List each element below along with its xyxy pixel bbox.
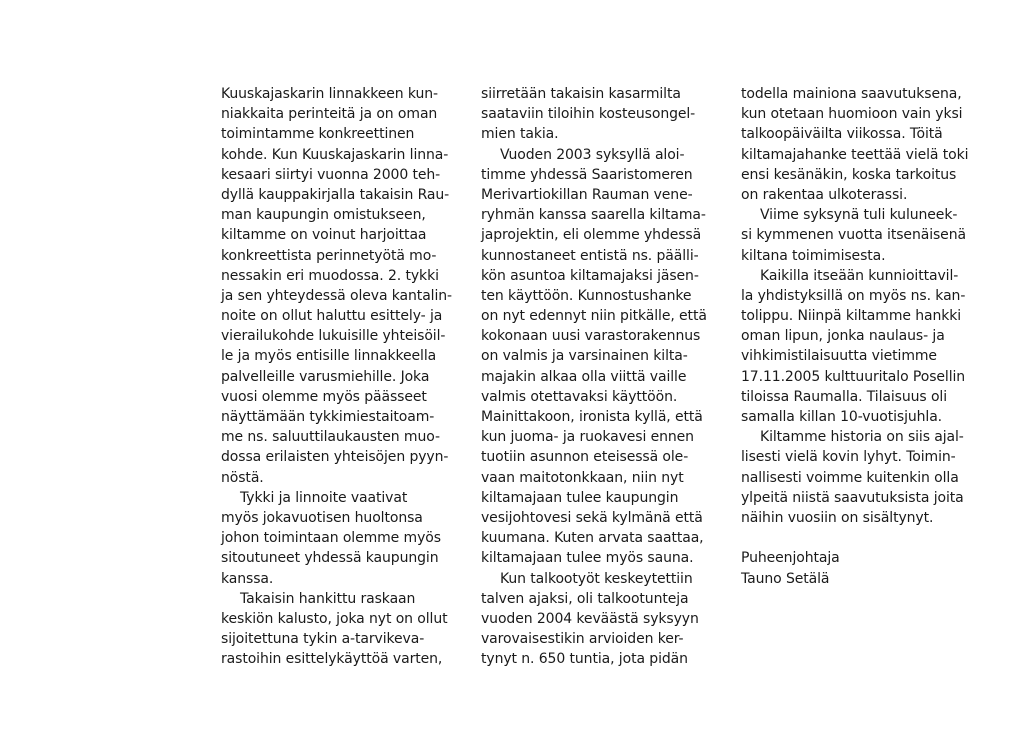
text-line: ensi kesänäkin, koska tarkoitus bbox=[741, 166, 957, 183]
text-line: Kun talkootyöt keskeytettiin bbox=[500, 570, 693, 587]
text-line: Kuuskajaskarin linnakkeen kun- bbox=[221, 86, 438, 102]
text-line: samalla killan 10-vuotisjuhla. bbox=[741, 409, 943, 425]
text-line: kokonaan uusi varastorakennus bbox=[481, 328, 701, 345]
text-line: Mainittakoon, ironista kyllä, että bbox=[481, 409, 703, 425]
text-line: Puheenjohtaja bbox=[741, 550, 840, 567]
text-line: le ja myös entisille linnakkeella bbox=[221, 348, 437, 365]
text-line: nöstä. bbox=[221, 469, 264, 486]
text-line: japrojektin, eli olemme yhdessä bbox=[481, 227, 702, 244]
text-line: myös jokavuotisen huoltonsa bbox=[221, 509, 423, 526]
text-line: kiltana toimimisesta. bbox=[741, 247, 886, 264]
text-line: on rakentaa ulkoterassi. bbox=[741, 186, 908, 203]
text-line: la yhdistyksillä on myös ns. kan- bbox=[741, 287, 966, 304]
text-line: ten käyttöön. Kunnostushanke bbox=[481, 287, 692, 304]
text-line: ryhmän kanssa saarella kiltama- bbox=[481, 207, 706, 224]
text-column-2 bbox=[481, 84, 731, 669]
text-line: Takaisin hankittu raskaan bbox=[240, 590, 416, 607]
text-line: kiltamme on voinut harjoittaa bbox=[221, 227, 427, 244]
text-line: kesaari siirtyi vuonna 2000 teh- bbox=[221, 166, 441, 183]
text-line: Tauno Setälä bbox=[741, 570, 830, 587]
text-line: tiloissa Raumalla. Tilaisuus oli bbox=[741, 388, 947, 405]
text-line: kohde. Kun Kuuskajaskarin linna- bbox=[221, 146, 449, 163]
text-line: kun otetaan huomioon vain yksi bbox=[741, 106, 963, 123]
text-line: oman lipun, jonka naulaus- ja bbox=[741, 328, 945, 345]
text-line: vihkimistilaisuutta vietimme bbox=[741, 348, 937, 365]
text-column-1 bbox=[221, 84, 471, 669]
text-line: vuoden 2004 keväästä syksyyn bbox=[481, 610, 699, 627]
text-line: nessakin eri muodossa. 2. tykki bbox=[221, 267, 439, 284]
text-line: on valmis ja varsinainen kilta- bbox=[481, 348, 688, 365]
text-line: Merivartiokillan Rauman vene- bbox=[481, 186, 693, 203]
text-line: Tykki ja linnoite vaativat bbox=[240, 489, 408, 506]
text-line: dossa erilaisten yhteisöjen pyyn- bbox=[221, 449, 449, 466]
text-line: me ns. saluuttilaukausten muo- bbox=[221, 429, 440, 446]
text-line: timme yhdessä Saaristomeren bbox=[481, 166, 693, 183]
text-line: mien takia. bbox=[481, 126, 559, 143]
text-line: kuumana. Kuten arvata saattaa, bbox=[481, 530, 704, 547]
text-line: ylpeitä niistä saavutuksista joita bbox=[741, 489, 964, 506]
text-line: nallisesti voimme kuitenkin olla bbox=[741, 469, 959, 486]
text-line: Vuoden 2003 syksyllä aloi- bbox=[500, 146, 685, 163]
text-line: kön asuntoa kiltamajaksi jäsen- bbox=[481, 267, 699, 284]
text-line: todella mainiona saavutuksena, bbox=[741, 86, 962, 102]
text-line: kunnostaneet entistä ns. päälli- bbox=[481, 247, 699, 264]
text-line: kanssa. bbox=[221, 570, 274, 587]
text-line: niakkaita perinteitä ja on oman bbox=[221, 106, 438, 123]
text-line: vesijohtovesi sekä kylmänä että bbox=[481, 509, 703, 526]
text-line: keskiön kalusto, joka nyt on ollut bbox=[221, 610, 448, 627]
text-line: toimintamme konkreettinen bbox=[221, 126, 415, 143]
text-line: kiltamajaan tulee myös sauna. bbox=[481, 550, 694, 567]
text-line: näihin vuosiin on sisältynyt. bbox=[741, 509, 934, 526]
text-line: varovaisestikin arvioiden ker- bbox=[481, 631, 684, 648]
text-line: sijoitettuna tykin a-tarvikeva- bbox=[221, 631, 425, 648]
text-line: talven ajaksi, oli talkootunteja bbox=[481, 590, 689, 607]
text-line: palvelleille varusmiehille. Joka bbox=[221, 368, 430, 385]
text-line: tolippu. Niinpä kiltamme hankki bbox=[741, 308, 962, 325]
text-line: Kiltamme historia on siis ajal- bbox=[760, 429, 964, 446]
text-column-3 bbox=[741, 84, 991, 589]
blank-line bbox=[741, 528, 991, 548]
text-line: rastoihin esittelykäyttöä varten, bbox=[221, 651, 443, 668]
text-line: tynyt n. 650 tuntia, jota pidän bbox=[481, 651, 688, 668]
text-line: 17.11.2005 kulttuuritalo Posellin bbox=[741, 368, 966, 385]
text-line: ja sen yhteydessä oleva kantalin- bbox=[221, 287, 452, 304]
text-line: kun juoma- ja ruokavesi ennen bbox=[481, 429, 694, 446]
text-line: lisesti vielä kovin lyhyt. Toimin- bbox=[741, 449, 956, 466]
text-line: vierailukohde lukuisille yhteisöil- bbox=[221, 328, 446, 345]
text-line: sitoutuneet yhdessä kaupungin bbox=[221, 550, 439, 567]
text-line: noite on ollut haluttu esittely- ja bbox=[221, 308, 443, 325]
text-line: majakin alkaa olla viittä vaille bbox=[481, 368, 687, 385]
text-line: Viime syksynä tuli kuluneek- bbox=[760, 207, 958, 224]
text-line: valmis otettavaksi käyttöön. bbox=[481, 388, 678, 405]
text-line: Kaikilla itseään kunnioittavil- bbox=[760, 267, 959, 284]
text-line: kiltamajahanke teettää vielä toki bbox=[741, 146, 969, 163]
text-line: vuosi olemme myös päässeet bbox=[221, 388, 427, 405]
text-line: man kaupungin omistukseen, bbox=[221, 207, 426, 224]
text-line: konkreettista perinnetyötä mo- bbox=[221, 247, 437, 264]
text-line: dyllä kauppakirjalla takaisin Rau- bbox=[221, 186, 450, 203]
text-line: talkoopäiväilta viikossa. Töitä bbox=[741, 126, 943, 143]
text-line: si kymmenen vuotta itsenäisenä bbox=[741, 227, 966, 244]
text-line: siirretään takaisin kasarmilta bbox=[481, 86, 681, 102]
text-line: kiltamajaan tulee kaupungin bbox=[481, 489, 679, 506]
text-line: johon toimintaan olemme myös bbox=[221, 530, 441, 547]
text-line: vaan maitotonkkaan, niin nyt bbox=[481, 469, 684, 486]
text-line: on nyt edennyt niin pitkälle, että bbox=[481, 308, 707, 325]
text-line: näyttämään tykkimiestaitoam- bbox=[221, 409, 435, 425]
text-line: tuotiin asunnon eteisessä ole- bbox=[481, 449, 689, 466]
text-line: saataviin tiloihin kosteusongel- bbox=[481, 106, 696, 123]
